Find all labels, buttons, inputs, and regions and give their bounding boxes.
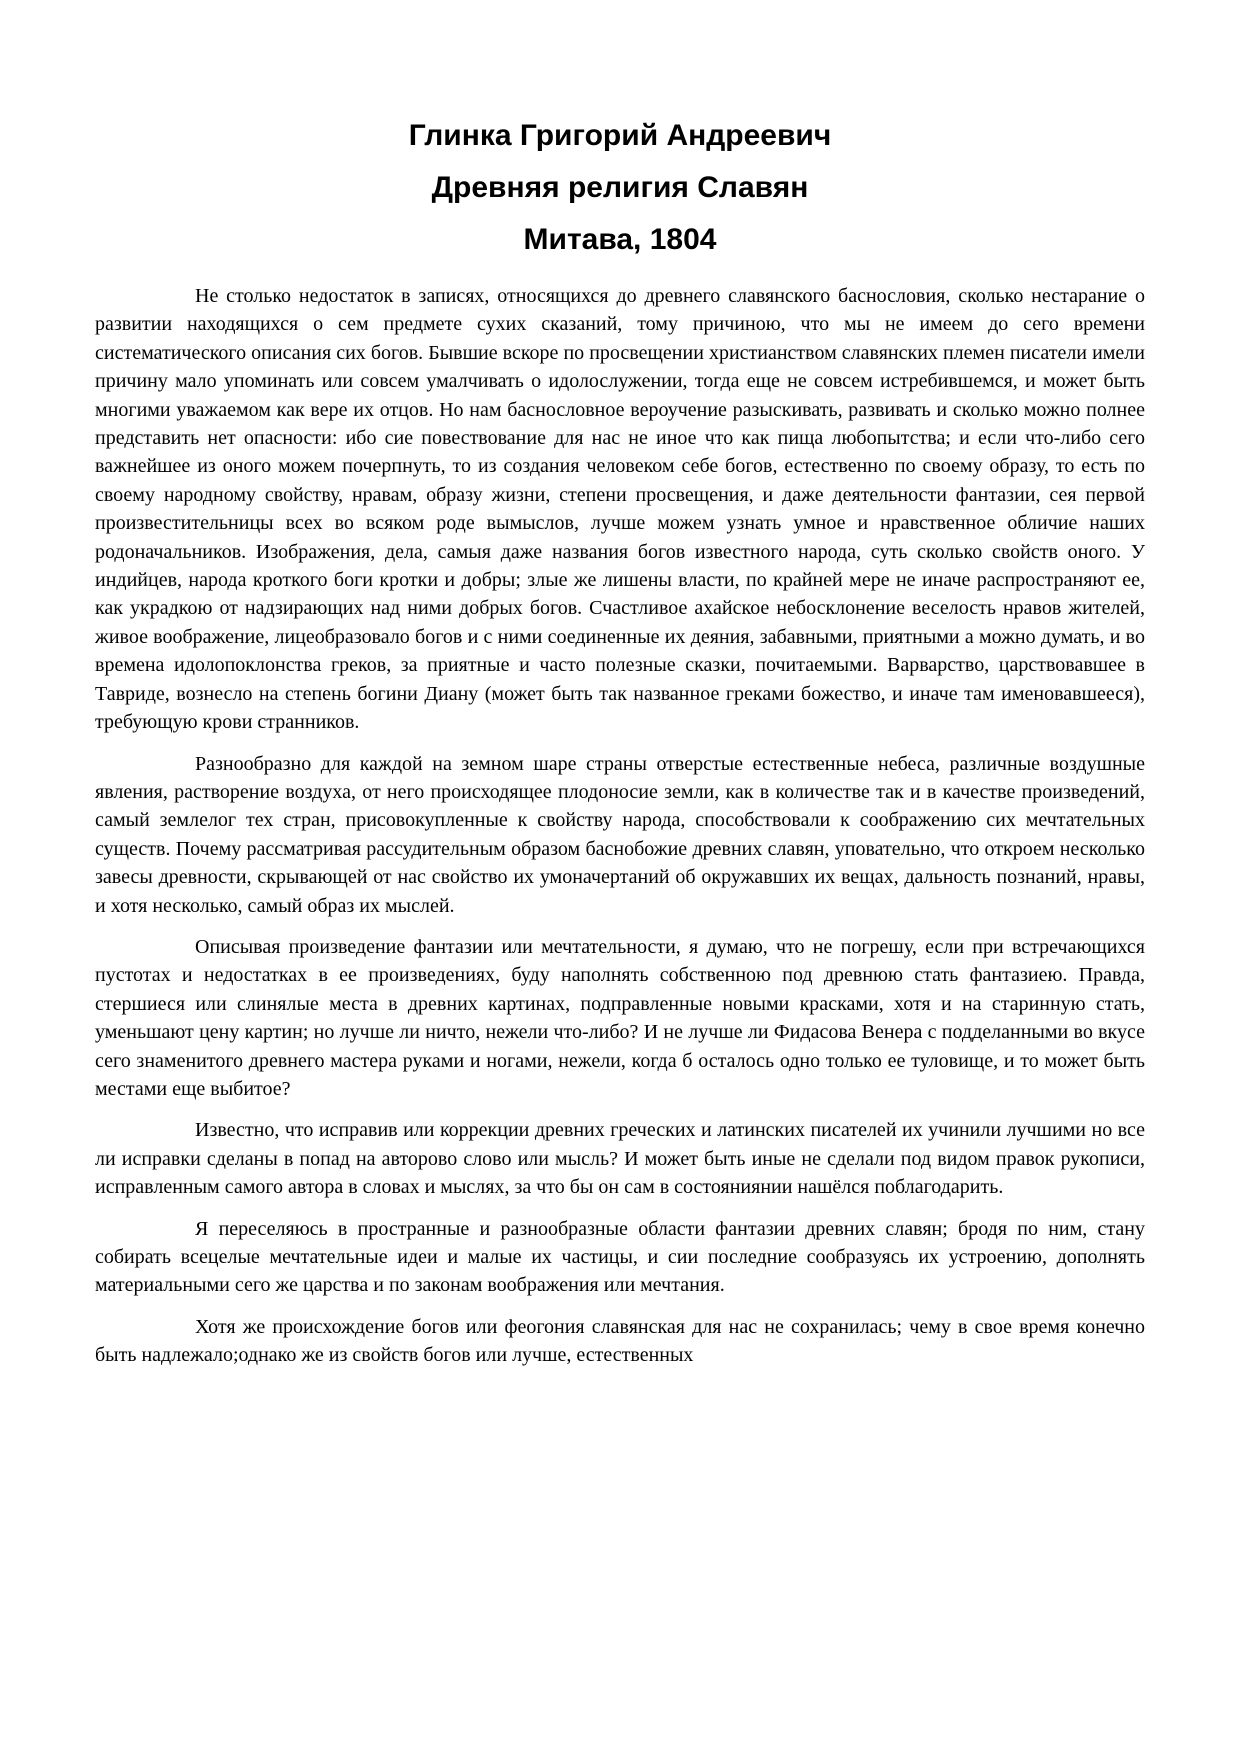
- paragraph: Описывая произведение фантазии или мечтательности, я думаю, что не погрешу, если при встречающихся пустотах и недостатках в ее произведениях, буду наполнять собственною под древнюю стать фантазиею. Правда, стершиеся или слинялые места в древних картинах, подправленные новыми красками, хотя и на старинную стать, уменьшают цену картин; но лучше ли ничто, нежели что-либо? И не лучше ли Фидасова Венера с подделанными во вкусе сего знаменитого древнего мастера руками и ногами, нежели, когда б осталось одно только ее туловище, и то может быть местами еще выбитое?: [95, 935, 1145, 1100]
- paragraph: Известно, что исправив или коррекции древних греческих и латинских писателей их учинили лучшими но все ли исправки сделаны в попад на авторово слово или мысль? И может быть иные не сделали под видом правок рукописи, исправленным самого автора в словах и мыслях, за что бы он сам в состояниянии нашёлся поблагодарить.: [95, 1119, 1145, 1199]
- paragraph: Не столько недостаток в записях, относящихся до древнего славянского баснословия, сколько нестарание о развитии находящихся о сем предмете сухих сказаний, тому причиною, что мы не имеем до сего времени систематического описания сих богов. Бывшие вскоре по просвещении христианством славянских племен писатели имели причину мало упоминать или совсем умалчивать о идолослужении, тогда еще не совсем истребившемся, и может быть многими уважаемом как вере их отцов. Но нам баснословное вероучение разыскивать, развивать и сколько можно полнее представить нет опасности: ибо сие повествование для нас не иное что как пища любопытства; и если что-либо сего важнейшее из оного можем почерпнуть, то из создания человеком себе богов, естественно по своему образу, то есть по своему народному свойству, нравам, образу жизни, степени просвещения, и даже деятельности фантазии, сея первой произвестительницы всех во всяком роде вымыслов, лучше можем узнать умное и нравственное обличие наших родоначальников. Изображения, дела, самыя даже названия богов известного народа, суть сколько свойств оного. У индийцев, народа кроткого боги кротки и добры; злые же лишены власти, по крайней мере не иначе распространяют ее, как украдкою от надзирающих над ними добрых богов. Счастливое ахайское небосклонение веселость нравов жителей, живое воображение, лицеобразовало богов и с ними соединенные их деяния, забавными, приятными а можно думать, и во времена идолопоклонства греков, за приятные и часто полезные сказки, почитаемыми. Варварство, царствовавшее в Тавриде, вознесло на степень богини Диану (может быть так названное греками божество, и иначе там именовавшееся), требующую крови странников.: [95, 285, 1145, 734]
- paragraph: Я переселяюсь в пространные и разнообразные области фантазии древних славян; бродя по ним, стану собирать всецелые мечтательные идеи и малые их частицы, и сии последние сообразуясь их устроению, дополнять материальными сего же царства и по законам воображения или мечтания.: [95, 1217, 1145, 1297]
- title-line-work: Древняя религия Славян: [431, 171, 809, 204]
- title-line-author: Глинка Григорий Андреевич: [408, 119, 832, 152]
- title-line-place-year: Митава, 1804: [523, 223, 717, 256]
- document-title: [0, 0, 1240, 266]
- paragraph: Разнообразно для каждой на земном шаре страны отверстые естественные небеса, различные воздушные явления, растворение воздуха, от него происходящее плодоносие земли, как в количестве так и в качестве произведений, самый землелог тех стран, присовокупленные к свойству народа, способствовали к соображению сих мечтательных существ. Почему рассматривая рассудительным образом баснобожие древних славян, уповательно, что откроем несколько завесы древности, скрывающей от нас свойство их умоначертаний об окружавших их вещах, дальность познаний, нравы, и хотя несколько, самый образ их мыслей.: [95, 752, 1145, 917]
- document-body: [95, 282, 1145, 1370]
- paragraph: Хотя же происхождение богов или феогония славянская для нас не сохранилась; чему в свое время конечно быть надлежало;однако же из свойств богов или лучше, естественных: [95, 1315, 1145, 1367]
